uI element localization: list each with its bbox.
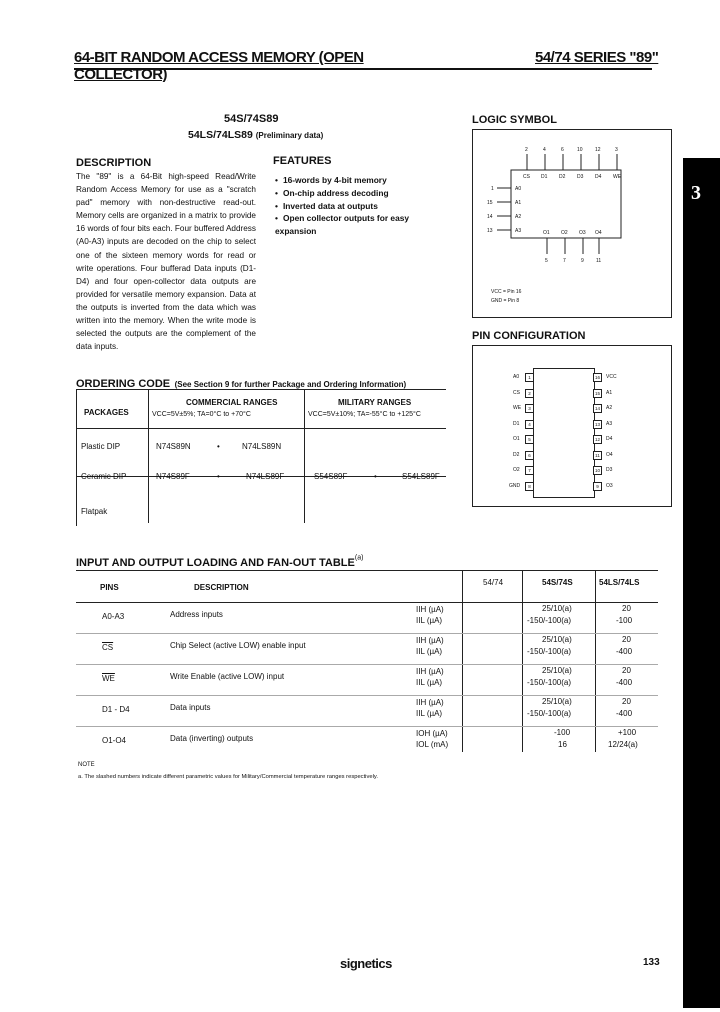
fanout-row-divider (76, 695, 658, 696)
commercial-cond: VCC=5V±5%; TA=0°C to +70°C (152, 411, 251, 418)
left-pin-num: 14 (487, 214, 493, 220)
ordering-military-ls: S54LS89F (402, 472, 440, 481)
fanout-desc: Data (inverting) outputs (170, 734, 254, 743)
top-label: D3 (577, 174, 584, 180)
part-number-s: 54S/74S89 (224, 113, 279, 125)
fanout-param-hi: IIH (µA) (416, 667, 444, 676)
feature-item: • Open collector outputs for easy expansion (275, 212, 445, 238)
fanout-heading-sup: (a) (354, 554, 364, 562)
fanout-ls-lo: -400 (616, 647, 633, 656)
left-label: A3 (515, 228, 522, 234)
ordering-commercial-ls: N74LS89N (242, 442, 282, 451)
dip-package (533, 368, 595, 498)
pin-label-right: O4 (606, 451, 613, 458)
fanout-heading-row (76, 553, 363, 571)
fanout-row-divider (76, 633, 658, 634)
fanout-desc: Address inputs (170, 610, 223, 619)
feature-item: • On-chip address decoding (275, 187, 445, 200)
note-label: NOTE (78, 762, 95, 768)
pin-number-left: 6 (525, 451, 534, 460)
top-pin-num: 4 (543, 147, 546, 153)
fanout-col-5474: 54/74 (483, 578, 504, 587)
col-commercial: COMMERCIAL RANGES (186, 398, 278, 407)
fanout-ls-hi: 20 (622, 697, 631, 706)
col-military: MILITARY RANGES (338, 398, 412, 407)
pin-number-right: 12 (594, 437, 600, 442)
fanout-row-divider (76, 664, 658, 665)
pin-label-right: D3 (606, 467, 613, 473)
out-label: O1 (543, 230, 550, 236)
fanout-pin: $\overline{CS}$ (102, 643, 114, 652)
pin-number-left: 2 (525, 389, 534, 398)
fanout-col-54ls: 54LS/74LS (599, 578, 640, 587)
fanout-s-hi: 25/10(a) (542, 635, 572, 644)
out-label: O3 (579, 230, 586, 236)
header-rule (74, 68, 652, 70)
pin-label-left: A0 (513, 374, 520, 380)
pin-label-left: O2 (513, 467, 520, 473)
bottom-pin-num: 7 (563, 258, 566, 264)
note-text: a. The slashed numbers indicate different parametric values for Military/Commercial temperature ranges respectively. (78, 774, 378, 780)
pin-number-right: 9 (593, 482, 602, 491)
left-pin-num: 13 (487, 228, 493, 234)
fanout-param-hi: IIH (µA) (416, 698, 444, 707)
logic-symbol-diagram (473, 130, 671, 317)
pin-label-left: WE (513, 405, 522, 411)
section-number: 3 (691, 182, 701, 204)
top-pin-num: 3 (615, 147, 618, 153)
part-ls-note: (Preliminary data) (255, 131, 324, 140)
ordering-package: Plastic DIP (81, 442, 121, 451)
top-label: D2 (559, 174, 566, 180)
part-ls-label: 54LS/74LS89 (188, 129, 253, 141)
description-text: The "89" is a 64-Bit high-speed Read/Write Random Access Memory for use as a "scratch pad" memory with non-destructive read-out. Memory cells are organized in a matrix to provide 16 words of four bits each. Four buffered Address (A0-A3) inputs are decoded on the chip to select one of the sixteen memory words for read or write operations. Four bufferad Data inputs (D1-D4) and four open-collector data outputs are provided for versatile memory expansion. Data at the outputs is inverted from the data which was written into the memory. When the write mode is selected the outputs are the complement of the data inputs. (76, 172, 256, 352)
section-tab (683, 158, 720, 1008)
fanout-col-pins: PINS (100, 583, 119, 592)
fanout-s-hi: -100 (554, 728, 571, 737)
ordering-table (76, 389, 446, 526)
logic-symbol-heading: LOGIC SYMBOL (472, 114, 557, 126)
left-pin-num: 1 (491, 186, 494, 192)
bottom-pin-num: 11 (596, 258, 602, 264)
fanout-s-lo: -150/-100(a) (527, 616, 572, 625)
ordering-military-s: S54S89F (314, 472, 348, 481)
fanout-param-lo: IOL (mA) (416, 740, 449, 749)
top-label: D4 (595, 174, 602, 180)
ordering-commercial-ls: N74LS89F (246, 472, 285, 481)
vcc-note: VCC = Pin 16 (491, 289, 522, 295)
fanout-ls-hi: 20 (622, 635, 631, 644)
pin-number-right: 16 (594, 375, 600, 380)
pin-label-right: O3 (606, 482, 613, 489)
page-number: 133 (643, 957, 660, 968)
fanout-col-54s: 54S/74S (542, 578, 573, 587)
pin-label-left: D2 (513, 451, 520, 458)
gnd-note: GND = Pin 8 (491, 298, 520, 304)
fanout-desc: Chip Select (active LOW) enable input (170, 641, 306, 650)
bottom-pin-num: 9 (581, 258, 584, 264)
fanout-ls-lo: -400 (616, 678, 633, 687)
pin-label-right: A3 (606, 420, 613, 427)
pin-number-right: 11 (593, 451, 602, 460)
description-heading: DESCRIPTION (76, 157, 152, 169)
out-label: O4 (595, 230, 602, 236)
pin-config-frame (472, 345, 672, 507)
bottom-pin-num: 5 (545, 258, 548, 264)
fanout-desc: Data inputs (170, 703, 211, 712)
fanout-ls-lo: 12/24(a) (608, 740, 638, 749)
ordering-commercial-s: N74S89N (156, 442, 191, 451)
fanout-pin: A0-A3 (102, 612, 125, 621)
pin-number-right: 15 (594, 390, 600, 396)
fanout-row-divider (76, 726, 658, 727)
part-number-ls (188, 129, 323, 141)
pin-number-left: 4 (525, 420, 534, 429)
top-label: D1 (541, 174, 548, 180)
fanout-param-hi: IIH (µA) (416, 636, 444, 645)
fanout-col-description: DESCRIPTION (194, 583, 249, 592)
fanout-ls-lo: -400 (616, 709, 633, 718)
fanout-ls-hi: +100 (618, 728, 637, 737)
fanout-s-lo: -150/-100(a) (527, 647, 572, 656)
pin-number-left: 5 (525, 435, 534, 444)
top-pin-num: 10 (577, 147, 583, 153)
ordering-bullet: • (217, 472, 220, 481)
fanout-param-lo: IIL (µA) (416, 616, 443, 625)
fanout-s-hi: 25/10(a) (542, 604, 572, 613)
left-label: A1 (515, 200, 522, 206)
pin-label-left: CS (513, 389, 520, 396)
ordering-heading: ORDERING CODE (76, 378, 171, 390)
left-pin-num: 15 (487, 200, 493, 206)
fanout-s-lo: -150/-100(a) (527, 709, 572, 718)
fanout-pin: $\overline{WE}$ (102, 674, 115, 683)
page-title: 64-BIT RANDOM ACCESS MEMORY (OPEN COLLECTOR) (74, 49, 364, 83)
fanout-pin: O1-O4 (102, 736, 127, 745)
pin-number-left: 8 (525, 482, 534, 491)
out-label: O2 (561, 230, 568, 236)
features-list (275, 174, 445, 238)
ordering-package: Flatpak (81, 507, 108, 516)
pin-label-right: A2 (606, 405, 613, 411)
fanout-ls-hi: 20 (622, 666, 631, 675)
col-packages: PACKAGES (84, 408, 129, 417)
top-label: WE (613, 174, 622, 180)
fanout-table (76, 570, 658, 752)
ordering-bullet: • (217, 442, 220, 451)
left-label: A0 (515, 186, 522, 192)
fanout-desc: Write Enable (active LOW) input (170, 672, 285, 681)
left-label: A2 (515, 214, 522, 220)
pin-number-right: 14 (594, 406, 600, 411)
pin-label-right: VCC (606, 374, 617, 380)
top-pin-num: 6 (561, 147, 564, 153)
fanout-s-hi: 25/10(a) (542, 666, 572, 675)
fanout-s-hi: 25/10(a) (542, 697, 572, 706)
top-label: CS (523, 174, 530, 180)
feature-item: • 16-words by 4-bit memory (275, 174, 445, 187)
fanout-param-hi: IIH (µA) (416, 605, 444, 614)
top-pin-num: 2 (525, 147, 528, 153)
fanout-pin: D1 - D4 (102, 705, 130, 714)
top-pin-num: 12 (595, 147, 601, 153)
military-cond: VCC=5V±10%; TA=-55°C to +125°C (308, 411, 421, 418)
ordering-package: Ceramic DIP (81, 472, 127, 481)
ordering-bullet: • (374, 472, 377, 481)
signetics-logo: signetics (340, 956, 392, 971)
pin-config-heading: PIN CONFIGURATION (472, 330, 586, 342)
feature-item: • Inverted data at outputs (275, 200, 445, 213)
fanout-heading: INPUT AND OUTPUT LOADING AND FAN-OUT TABLE (76, 557, 355, 569)
pin-number-right: 10 (594, 468, 600, 473)
fanout-ls-lo: -100 (616, 616, 633, 625)
fanout-param-hi: IOH (µA) (416, 729, 448, 738)
fanout-s-lo: -150/-100(a) (527, 678, 572, 687)
pin-number-left: 1 (525, 373, 534, 382)
ordering-commercial-s: N74S89F (156, 472, 190, 481)
pin-label-left: D1 (513, 420, 520, 427)
fanout-ls-hi: 20 (622, 604, 631, 613)
pin-label-left: GND (509, 482, 521, 489)
pin-label-right: D4 (606, 436, 613, 442)
pin-number-left: 3 (525, 404, 534, 413)
fanout-s-lo: 16 (558, 740, 567, 749)
ordering-note: (See Section 9 for further Package and Ordering Information) (174, 380, 407, 389)
pin-number-right: 13 (594, 421, 600, 427)
pin-number-left: 7 (525, 466, 534, 475)
pin-label-left: O1 (513, 436, 520, 442)
logic-symbol-frame (472, 129, 672, 318)
fanout-param-lo: IIL (µA) (416, 709, 443, 718)
pin-label-right: A1 (606, 389, 613, 396)
series-title: 54/74 SERIES "89" (535, 49, 659, 66)
features-heading: FEATURES (273, 155, 332, 167)
fanout-param-lo: IIL (µA) (416, 678, 443, 687)
fanout-param-lo: IIL (µA) (416, 647, 443, 656)
